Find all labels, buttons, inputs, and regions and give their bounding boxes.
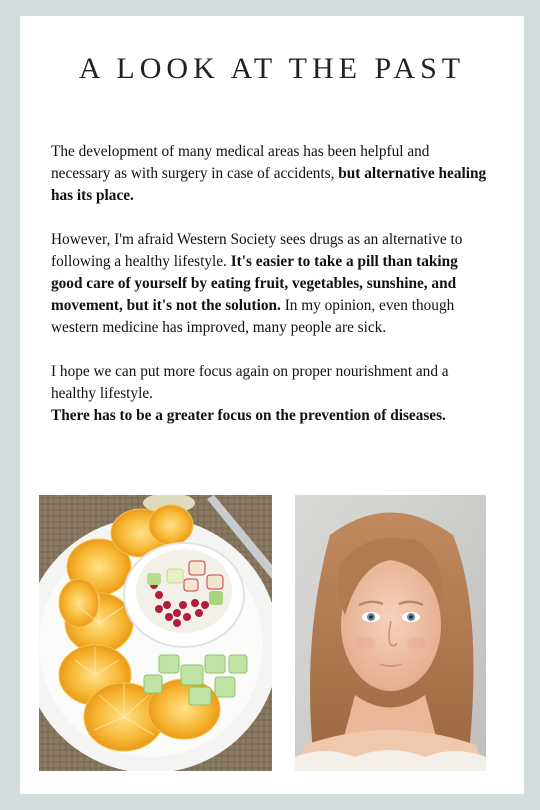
paragraph-1 (51, 141, 491, 207)
paragraph-3 (51, 361, 491, 427)
paragraph-2-bold: It's easier to take a pill than taking good care of yourself by eating fruit, vegetables, sunshine, and movement, but it's not the solution. (51, 253, 458, 314)
paragraph-3-bold: There has to be a greater focus on the prevention of diseases. (51, 407, 446, 424)
paragraph-2-text-end: In my opinion, even though western medicine has improved, many people are sick. (51, 297, 455, 336)
paragraph-1-bold: but alternative healing has its place. (51, 165, 487, 204)
paragraph-2 (51, 229, 491, 339)
content-card (20, 16, 524, 794)
woman-portrait-photo (295, 495, 486, 771)
paragraph-1-text: The development of many medical areas has been helpful and necessary as with surgery in case of accidents, (51, 143, 430, 182)
page-title: A LOOK AT THE PAST (78, 52, 466, 85)
paragraph-2-text-start: However, I'm afraid Western Society sees drugs as an alternative to following a healthy lifestyle. (51, 231, 463, 270)
article-body (51, 141, 491, 427)
fruit-plate-photo (39, 495, 272, 771)
paragraph-3-text: I hope we can put more focus again on proper nourishment and a healthy lifestyle. (51, 363, 449, 402)
